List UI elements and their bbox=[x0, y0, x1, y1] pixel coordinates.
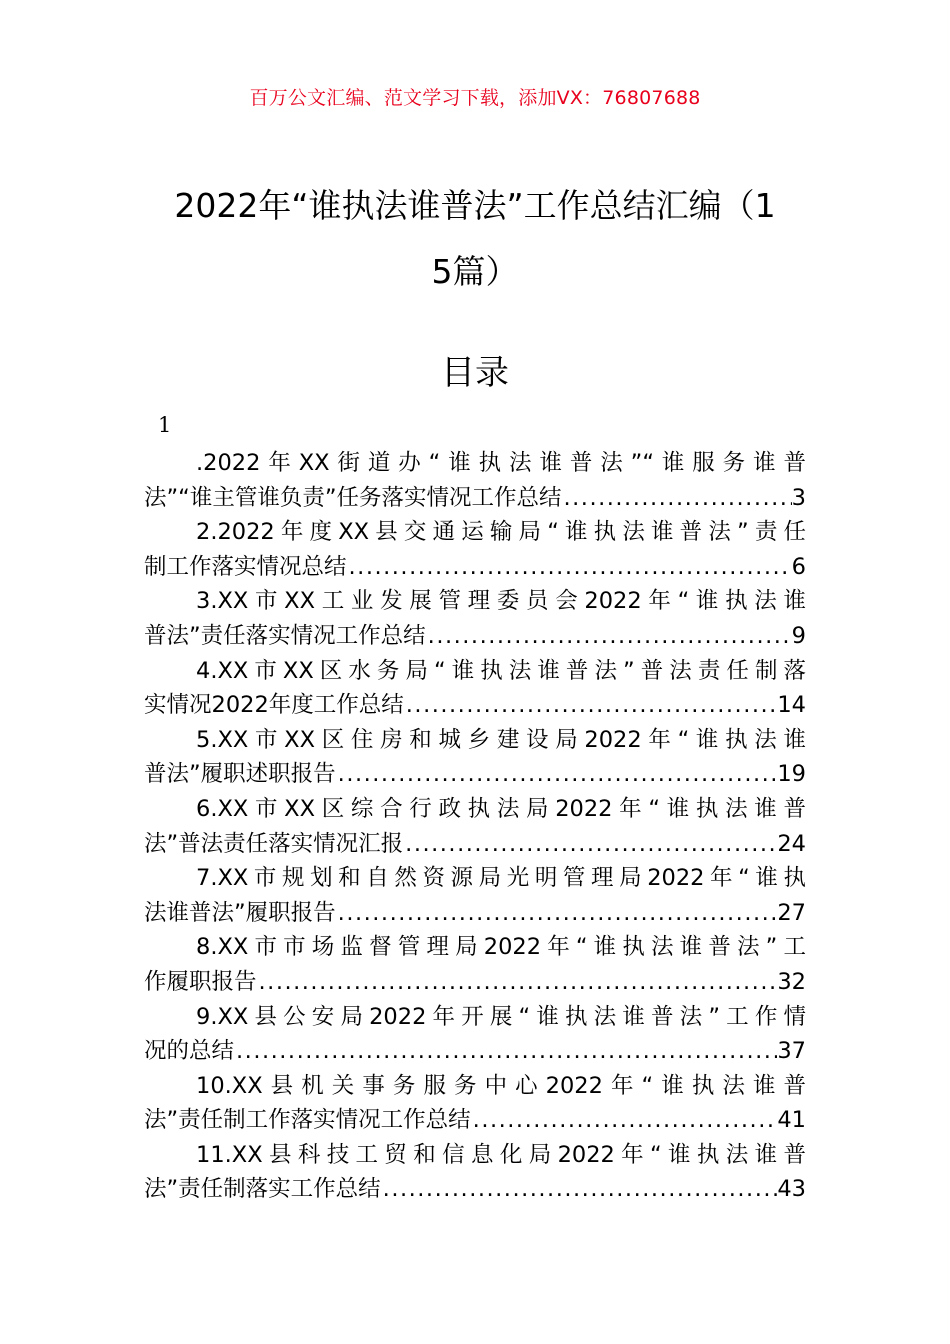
toc-entry-title-line2 bbox=[144, 1034, 806, 1069]
dot-leader bbox=[234, 1034, 777, 1069]
title-line-1: 2022年“谁执法谁普法”工作总结汇编（1 bbox=[174, 186, 776, 225]
table-of-contents bbox=[144, 446, 806, 1207]
dot-leader bbox=[561, 481, 791, 516]
toc-heading: 目录 bbox=[441, 353, 509, 393]
dot-leader bbox=[347, 550, 792, 585]
toc-entry[interactable] bbox=[144, 654, 806, 723]
toc-entry[interactable] bbox=[144, 1069, 806, 1138]
toc-entry-title-line2 bbox=[144, 757, 806, 792]
toc-entry[interactable] bbox=[144, 723, 806, 792]
toc-entry-title-tail: 实情况2022年度工作总结 bbox=[144, 692, 404, 719]
toc-entry-title-tail: 制工作落实情况总结 bbox=[144, 553, 347, 580]
toc-entry-title-line2 bbox=[144, 965, 806, 1000]
dot-leader bbox=[471, 1103, 778, 1138]
toc-entry[interactable] bbox=[144, 584, 806, 653]
toc-entry-title-line1: 3.XX市XX工业发展管理委员会2022年“谁执法谁 bbox=[196, 588, 806, 615]
toc-entry-title-line2 bbox=[144, 827, 806, 862]
toc-entry-page: 14 bbox=[777, 692, 806, 719]
toc-entry-title-tail: 法”普法责任落实情况汇报 bbox=[144, 830, 404, 857]
title-line-2: 5篇） bbox=[431, 252, 519, 291]
document-title bbox=[130, 173, 820, 305]
toc-entry-title-tail: 普法”责任落实情况工作总结 bbox=[144, 622, 426, 649]
toc-entry-title-line1: 11.XX县科技工贸和信息化局2022年“谁执法谁普 bbox=[196, 1141, 806, 1168]
toc-entry-title-line2 bbox=[144, 550, 806, 585]
toc-entry-title-line1: .2022年XX街道办“谁执法谁普法”“谁服务谁普 bbox=[196, 450, 806, 476]
toc-entry[interactable] bbox=[144, 1138, 806, 1207]
toc-entry-page: 9 bbox=[791, 622, 806, 649]
dot-leader bbox=[426, 619, 792, 654]
toc-entry-title-line2 bbox=[144, 1103, 806, 1138]
toc-entry-title-line2 bbox=[144, 688, 806, 723]
toc-entry-title-line1: 9.XX县公安局2022年开展“谁执法谁普法”工作情 bbox=[196, 1003, 806, 1030]
toc-entry-title-tail: 法”责任制落实工作总结 bbox=[144, 1176, 381, 1203]
dot-leader bbox=[403, 827, 777, 862]
toc-entry-title-line1: 6.XX市XX区综合行政执法局2022年“谁执法谁普 bbox=[196, 795, 806, 822]
toc-entry-title-line1: 2.2022年度XX县交通运输局“谁执法谁普法”责任 bbox=[196, 519, 806, 546]
toc-entry[interactable] bbox=[144, 1000, 806, 1069]
toc-entry-page: 6 bbox=[791, 553, 806, 580]
toc-entry-title-tail: 作履职报告 bbox=[144, 968, 257, 995]
toc-entry[interactable] bbox=[144, 861, 806, 930]
toc-entry-page: 43 bbox=[777, 1176, 806, 1203]
toc-entry-title-line1: 7.XX市规划和自然资源局光明管理局2022年“谁执 bbox=[196, 865, 806, 892]
toc-entry[interactable] bbox=[144, 792, 806, 861]
toc-entry-title-line1: 10.XX县机关事务服务中心2022年“谁执法谁普 bbox=[196, 1072, 806, 1099]
toc-entry-page: 37 bbox=[777, 1038, 806, 1065]
toc-entry-title-tail: 法”责任制工作落实情况工作总结 bbox=[144, 1107, 471, 1134]
toc-entry-page: 24 bbox=[777, 830, 806, 857]
toc-entry-title-tail: 况的总结 bbox=[144, 1038, 235, 1065]
page-marker: 1 bbox=[158, 413, 172, 437]
dot-leader bbox=[257, 965, 778, 1000]
dot-leader bbox=[336, 896, 778, 931]
toc-entry-title-line1: 4.XX市XX区水务局“谁执法谁普法”普法责任制落 bbox=[196, 657, 806, 684]
toc-entry-title-tail: 普法”履职述职报告 bbox=[144, 761, 336, 788]
dot-leader bbox=[336, 757, 778, 792]
toc-entry-page: 3 bbox=[791, 484, 806, 511]
toc-entry-title-line2 bbox=[144, 1172, 806, 1207]
toc-entry-title-line2 bbox=[144, 619, 806, 654]
toc-entry[interactable] bbox=[144, 930, 806, 999]
toc-entry-title-line2 bbox=[144, 896, 806, 931]
toc-entry-page: 41 bbox=[777, 1107, 806, 1134]
toc-entry[interactable] bbox=[144, 515, 806, 584]
promo-banner: 百万公文汇编、范文学习下载，添加VX：76807688 bbox=[249, 87, 701, 109]
dot-leader bbox=[381, 1172, 778, 1207]
toc-entry-page: 32 bbox=[777, 968, 806, 995]
toc-entry-title-tail: 法”“谁主管谁负责”任务落实情况工作总结 bbox=[144, 484, 562, 511]
toc-entry-title-line1: 5.XX市XX区住房和城乡建设局2022年“谁执法谁 bbox=[196, 726, 806, 753]
toc-entry-title-line2 bbox=[144, 481, 806, 516]
toc-entry-title-line1: 8.XX市市场监督管理局2022年“谁执法谁普法”工 bbox=[196, 934, 806, 961]
toc-entry-title-tail: 法谁普法”履职报告 bbox=[144, 899, 336, 926]
toc-entry[interactable] bbox=[144, 446, 806, 515]
toc-entry-page: 19 bbox=[777, 761, 806, 788]
dot-leader bbox=[404, 688, 778, 723]
toc-entry-page: 27 bbox=[777, 899, 806, 926]
